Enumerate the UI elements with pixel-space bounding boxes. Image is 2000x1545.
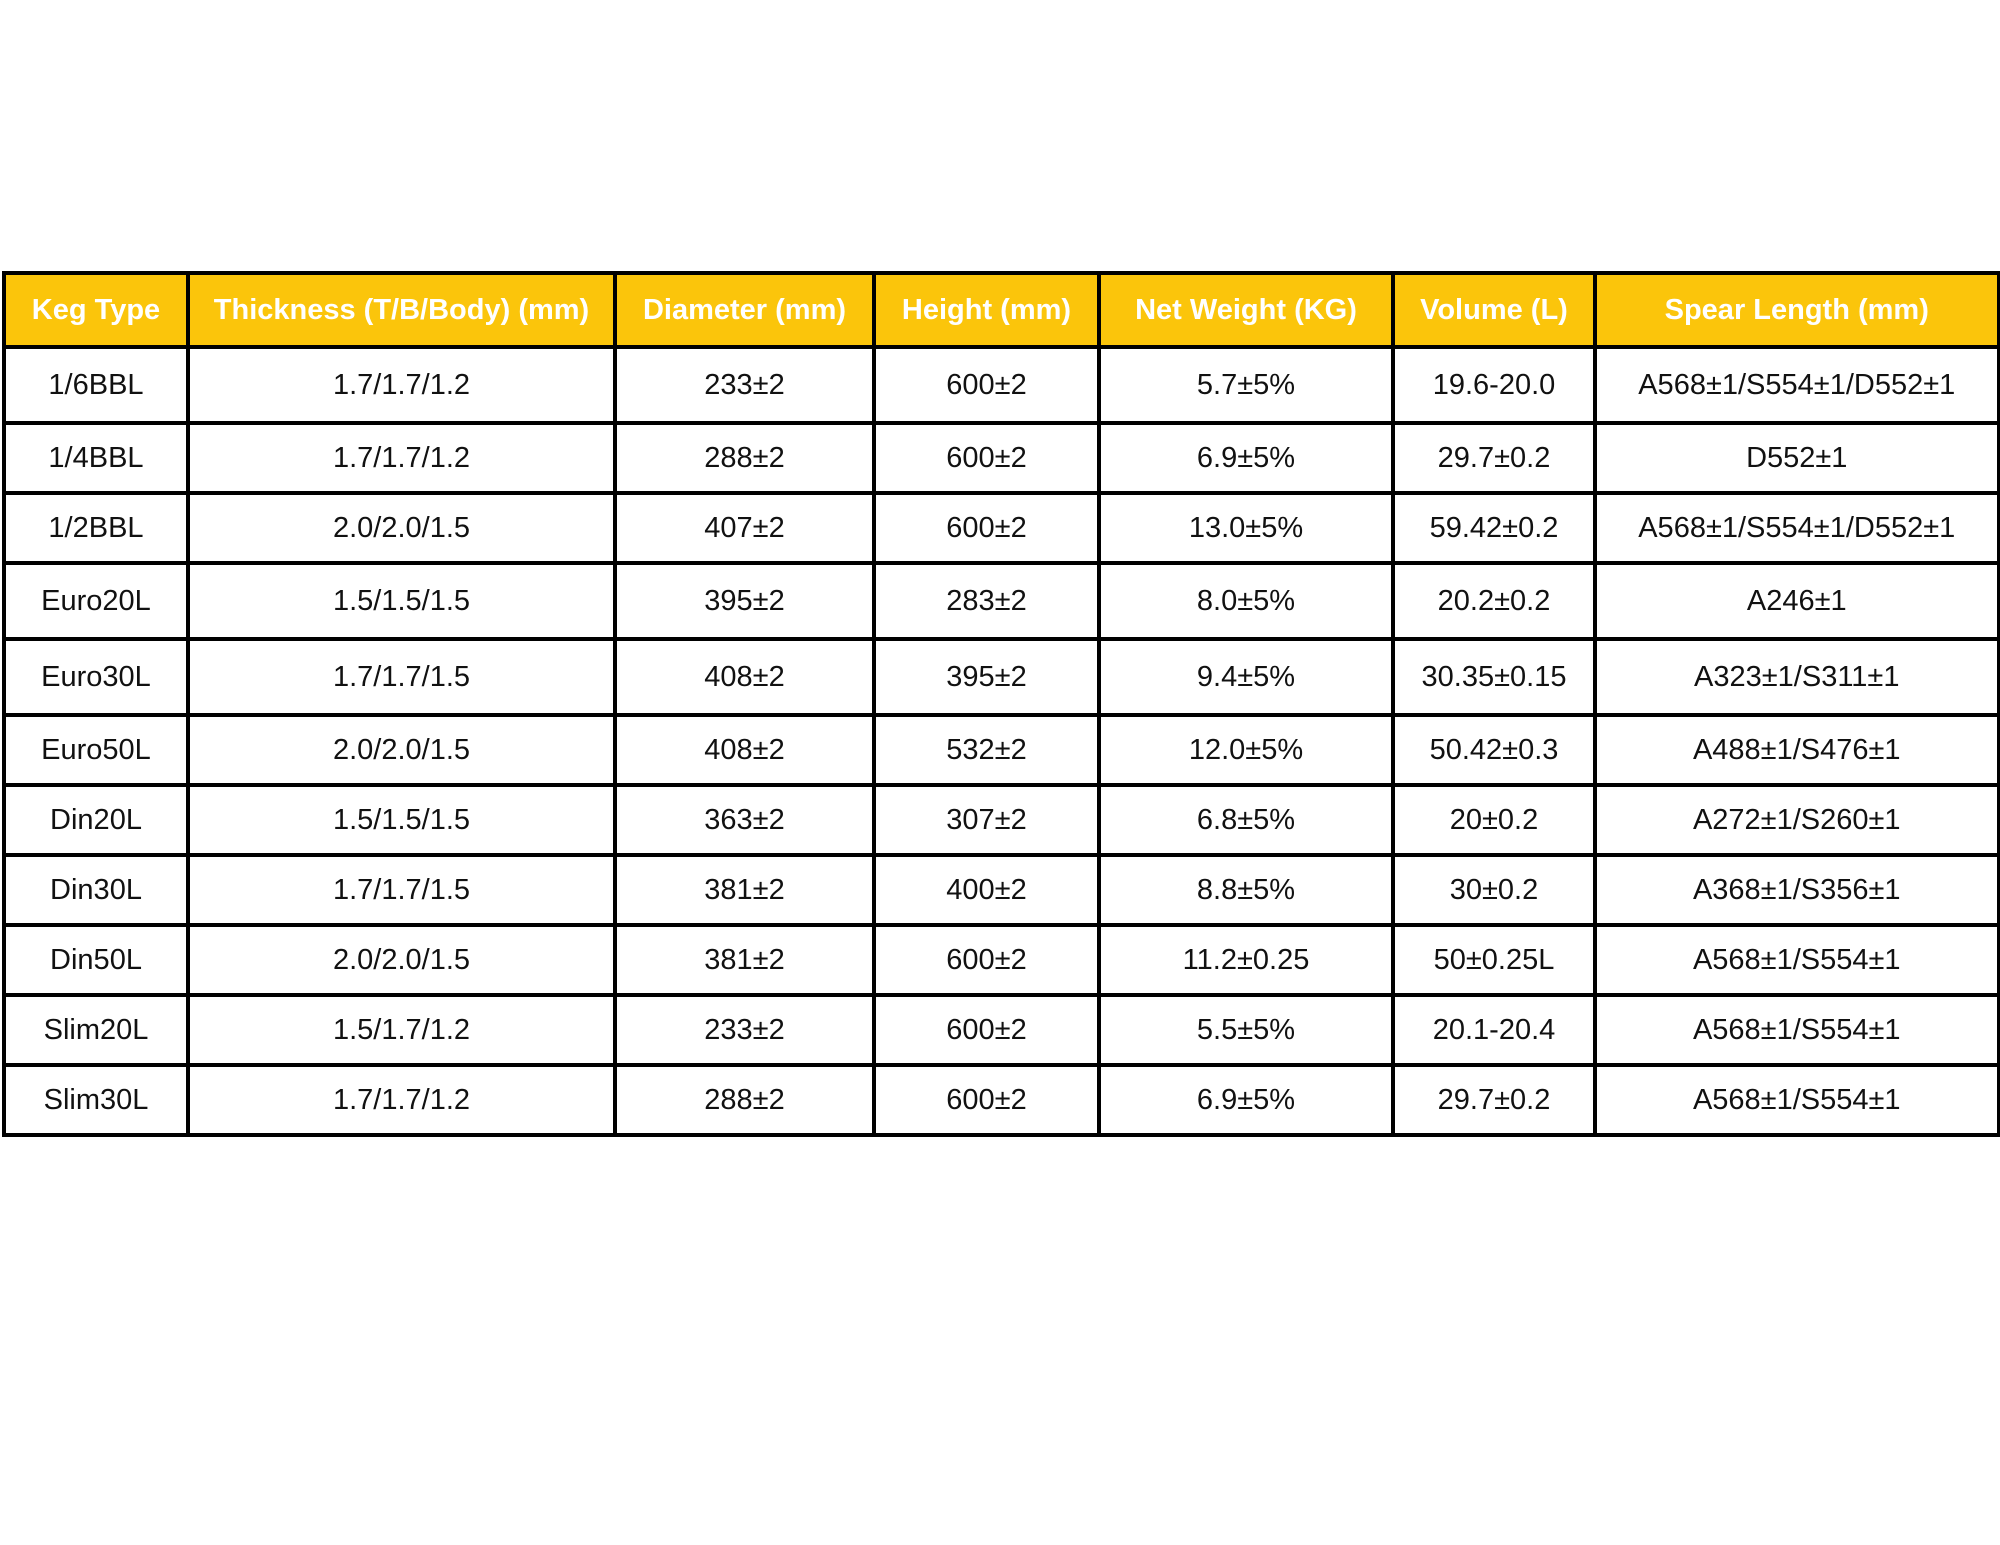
table-row — [4, 785, 1999, 855]
table-row — [4, 925, 1999, 995]
table-row — [4, 855, 1999, 925]
cell-thickness: 1.7/1.7/1.5 — [188, 639, 615, 715]
column-header-height: Height (mm) — [874, 273, 1099, 347]
cell-diameter: 288±2 — [615, 1065, 874, 1135]
cell-keg-type: 1/6BBL — [4, 347, 188, 423]
cell-volume: 20±0.2 — [1393, 785, 1595, 855]
cell-thickness: 1.5/1.5/1.5 — [188, 785, 615, 855]
cell-volume: 30.35±0.15 — [1393, 639, 1595, 715]
table-row — [4, 1065, 1999, 1135]
cell-thickness: 2.0/2.0/1.5 — [188, 493, 615, 563]
cell-keg-type: Din50L — [4, 925, 188, 995]
column-header-thickness: Thickness (T/B/Body) (mm) — [188, 273, 615, 347]
cell-volume: 50.42±0.3 — [1393, 715, 1595, 785]
cell-keg-type: 1/2BBL — [4, 493, 188, 563]
header-row — [4, 273, 1999, 347]
table-row — [4, 563, 1999, 639]
table-row — [4, 347, 1999, 423]
cell-spear-length: A323±1/S311±1 — [1595, 639, 1999, 715]
cell-spear-length: A368±1/S356±1 — [1595, 855, 1999, 925]
cell-spear-length: A488±1/S476±1 — [1595, 715, 1999, 785]
table-row — [4, 995, 1999, 1065]
cell-height: 283±2 — [874, 563, 1099, 639]
cell-diameter: 395±2 — [615, 563, 874, 639]
cell-height: 600±2 — [874, 925, 1099, 995]
cell-volume: 20.1-20.4 — [1393, 995, 1595, 1065]
cell-keg-type: Euro50L — [4, 715, 188, 785]
cell-spear-length: A568±1/S554±1/D552±1 — [1595, 347, 1999, 423]
cell-diameter: 233±2 — [615, 995, 874, 1065]
cell-spear-length: A246±1 — [1595, 563, 1999, 639]
cell-height: 600±2 — [874, 347, 1099, 423]
table-body — [4, 347, 1999, 1135]
cell-height: 600±2 — [874, 995, 1099, 1065]
cell-net-weight: 5.7±5% — [1099, 347, 1393, 423]
cell-net-weight: 9.4±5% — [1099, 639, 1393, 715]
cell-spear-length: A272±1/S260±1 — [1595, 785, 1999, 855]
cell-thickness: 2.0/2.0/1.5 — [188, 925, 615, 995]
table-row — [4, 493, 1999, 563]
cell-keg-type: Euro20L — [4, 563, 188, 639]
cell-net-weight: 5.5±5% — [1099, 995, 1393, 1065]
cell-height: 600±2 — [874, 423, 1099, 493]
cell-spear-length: A568±1/S554±1/D552±1 — [1595, 493, 1999, 563]
cell-height: 600±2 — [874, 1065, 1099, 1135]
column-header-keg-type: Keg Type — [4, 273, 188, 347]
cell-diameter: 381±2 — [615, 925, 874, 995]
cell-net-weight: 6.8±5% — [1099, 785, 1393, 855]
cell-net-weight: 6.9±5% — [1099, 423, 1393, 493]
cell-keg-type: Euro30L — [4, 639, 188, 715]
cell-net-weight: 8.8±5% — [1099, 855, 1393, 925]
cell-thickness: 1.7/1.7/1.5 — [188, 855, 615, 925]
cell-thickness: 1.5/1.7/1.2 — [188, 995, 615, 1065]
cell-volume: 29.7±0.2 — [1393, 1065, 1595, 1135]
cell-height: 395±2 — [874, 639, 1099, 715]
column-header-net-weight: Net Weight (KG) — [1099, 273, 1393, 347]
cell-diameter: 233±2 — [615, 347, 874, 423]
cell-net-weight: 12.0±5% — [1099, 715, 1393, 785]
cell-net-weight: 8.0±5% — [1099, 563, 1393, 639]
column-header-diameter: Diameter (mm) — [615, 273, 874, 347]
table-header — [4, 273, 1999, 347]
table-row — [4, 639, 1999, 715]
cell-net-weight: 6.9±5% — [1099, 1065, 1393, 1135]
cell-volume: 29.7±0.2 — [1393, 423, 1595, 493]
table-row — [4, 715, 1999, 785]
cell-keg-type: Slim20L — [4, 995, 188, 1065]
cell-volume: 20.2±0.2 — [1393, 563, 1595, 639]
cell-thickness: 1.5/1.5/1.5 — [188, 563, 615, 639]
cell-diameter: 408±2 — [615, 639, 874, 715]
column-header-volume: Volume (L) — [1393, 273, 1595, 347]
cell-thickness: 2.0/2.0/1.5 — [188, 715, 615, 785]
cell-spear-length: A568±1/S554±1 — [1595, 1065, 1999, 1135]
cell-thickness: 1.7/1.7/1.2 — [188, 423, 615, 493]
cell-volume: 59.42±0.2 — [1393, 493, 1595, 563]
cell-diameter: 363±2 — [615, 785, 874, 855]
cell-keg-type: Slim30L — [4, 1065, 188, 1135]
keg-spec-table — [2, 271, 2000, 1137]
cell-height: 600±2 — [874, 493, 1099, 563]
table-row — [4, 423, 1999, 493]
cell-net-weight: 11.2±0.25 — [1099, 925, 1393, 995]
cell-keg-type: Din20L — [4, 785, 188, 855]
cell-diameter: 408±2 — [615, 715, 874, 785]
cell-keg-type: Din30L — [4, 855, 188, 925]
column-header-spear-length: Spear Length (mm) — [1595, 273, 1999, 347]
cell-height: 400±2 — [874, 855, 1099, 925]
cell-volume: 30±0.2 — [1393, 855, 1595, 925]
cell-volume: 19.6-20.0 — [1393, 347, 1595, 423]
cell-height: 307±2 — [874, 785, 1099, 855]
cell-volume: 50±0.25L — [1393, 925, 1595, 995]
cell-spear-length: A568±1/S554±1 — [1595, 995, 1999, 1065]
cell-net-weight: 13.0±5% — [1099, 493, 1393, 563]
cell-spear-length: D552±1 — [1595, 423, 1999, 493]
cell-keg-type: 1/4BBL — [4, 423, 188, 493]
cell-thickness: 1.7/1.7/1.2 — [188, 347, 615, 423]
cell-height: 532±2 — [874, 715, 1099, 785]
cell-thickness: 1.7/1.7/1.2 — [188, 1065, 615, 1135]
cell-diameter: 407±2 — [615, 493, 874, 563]
cell-diameter: 381±2 — [615, 855, 874, 925]
cell-spear-length: A568±1/S554±1 — [1595, 925, 1999, 995]
cell-diameter: 288±2 — [615, 423, 874, 493]
